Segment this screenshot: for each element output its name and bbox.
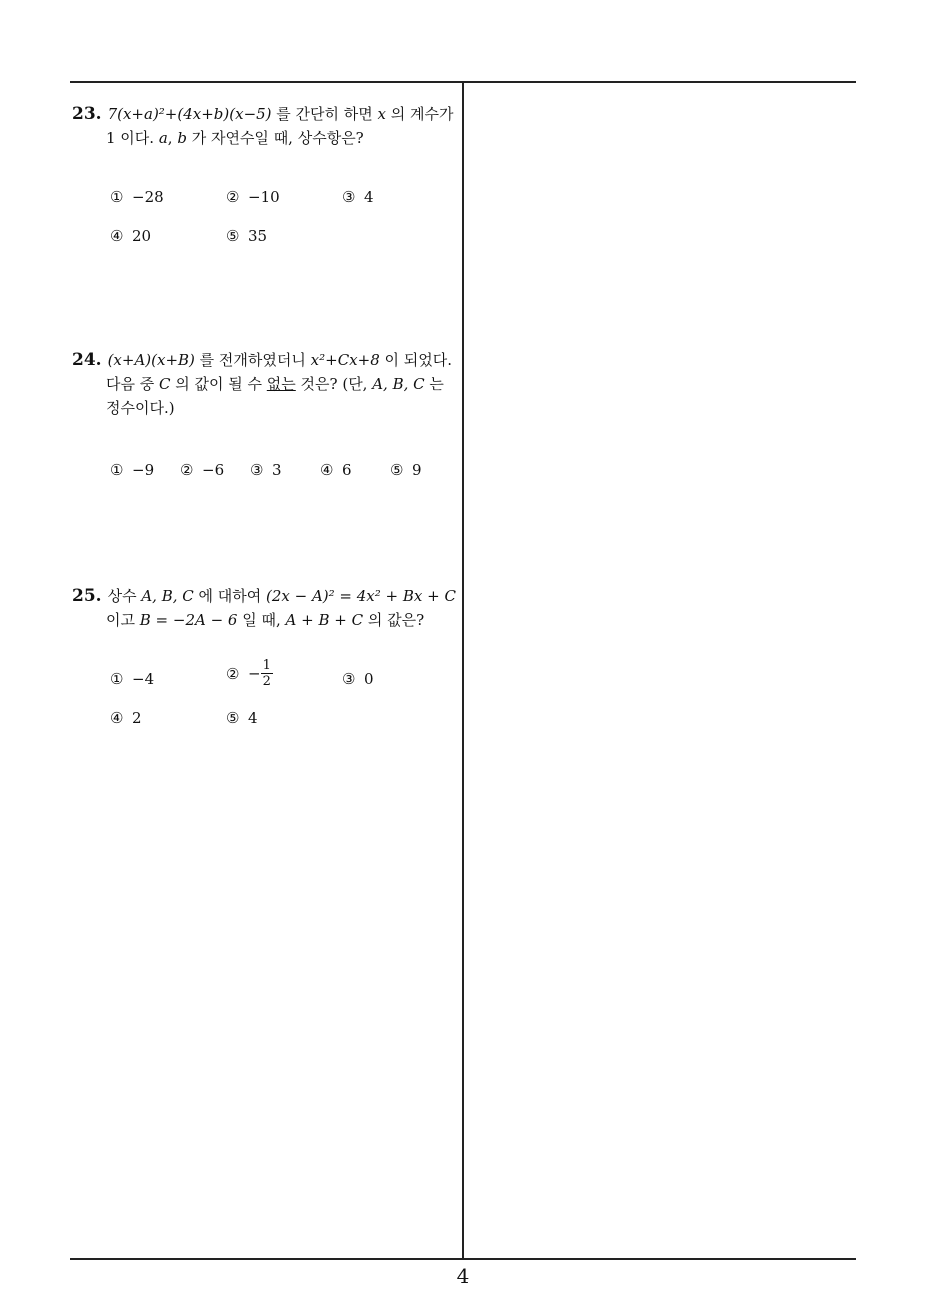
choice-4[interactable] [320,461,352,479]
problem-number: 23. [72,104,102,124]
question-text: 를 전개하였더니 [194,351,311,369]
expression: 7(x+a)²+(4x+b)(x−5) [107,105,272,123]
separator: , [167,129,178,147]
choice-value: 20 [132,227,152,245]
choice-value: 2 [132,709,142,727]
variable: a [158,129,168,147]
problem-number: 24. [72,350,102,370]
question-text: 1 이다. [106,129,159,147]
choice-value: 4 [364,188,374,206]
choice-1[interactable] [110,461,154,479]
problem-24-line-2 [72,372,458,396]
choice-2[interactable] [226,658,273,689]
choice-mark: ③ [250,461,264,479]
problem-24-line-1 [72,348,458,372]
choice-3[interactable] [342,188,374,206]
choice-value: 35 [248,227,268,245]
choice-value: 0 [364,670,374,688]
choice-value: 6 [342,461,352,479]
variable: b [177,129,187,147]
problem-23 [72,102,458,245]
choice-3[interactable] [250,461,282,479]
expression: (x+A)(x+B) [107,351,195,369]
problem-25 [72,584,458,727]
problem-24-line-3 [72,396,458,420]
question-text: 이고 [106,611,140,629]
choice-1[interactable] [110,670,154,688]
question-text: 것은? (단, [295,375,373,393]
choice-mark: ② [226,664,240,683]
choice-5[interactable] [226,709,258,727]
choice-mark: ④ [110,709,124,727]
fraction-denominator: 2 [262,674,271,689]
choice-mark: ① [110,188,124,206]
choice-value: −10 [248,188,280,206]
bottom-rule [70,1258,856,1260]
question-text: 의 값은? [363,611,425,629]
expression: (2x − A)² = 4x² + Bx + C [266,587,456,605]
question-text: 의 계수가 [386,105,454,123]
choice-mark: ③ [342,188,356,206]
problem-24 [72,348,458,479]
choice-4[interactable] [110,709,142,727]
choice-mark: ② [226,188,240,206]
page-number: 4 [456,1264,470,1288]
choice-value: −28 [132,188,164,206]
choice-3[interactable] [342,670,374,688]
problem-23-line-1 [72,102,458,126]
problem-25-line-1 [72,584,458,608]
choice-mark: ⑤ [226,709,240,727]
choice-value: 3 [272,461,282,479]
choice-value: 4 [248,709,258,727]
choice-mark: ⑤ [226,227,240,245]
choice-mark: ③ [342,670,356,688]
choice-5[interactable] [226,227,267,245]
expression: x²+Cx+8 [310,351,380,369]
variable: C [159,375,171,393]
choice-2[interactable] [226,188,280,206]
question-text: 는 [424,375,444,393]
choice-mark: ④ [110,227,124,245]
choice-2[interactable] [180,461,224,479]
problem-23-line-2 [72,126,458,150]
fraction-numerator: 1 [262,658,271,673]
choice-mark: ⑤ [390,461,404,479]
column-divider [462,82,464,1259]
expression: B = −2A − 6 [139,611,238,629]
choice-value: −4 [132,670,155,688]
choice-mark: ① [110,461,124,479]
question-text: 가 자연수일 때, 상수항은? [186,129,364,147]
question-text: 를 간단히 하면 [271,105,378,123]
problem-25-line-2 [72,608,458,632]
question-text: 일 때, [237,611,286,629]
choice-4[interactable] [110,227,151,245]
choice-value: 9 [412,461,422,479]
question-text: 상수 [107,587,142,605]
underlined-emphasis: 없는 [266,375,296,393]
choice-value: −9 [132,461,155,479]
question-text: 다음 중 [106,375,160,393]
choice-mark: ② [180,461,194,479]
question-text: 정수이다.) [106,399,175,417]
question-text: 이 되었다. [379,351,453,369]
choice-value: −6 [202,461,225,479]
choice-mark: ① [110,670,124,688]
variable: x [377,105,387,123]
question-text: 의 값이 될 수 [170,375,267,393]
fraction-sign: − [248,664,261,683]
choice-1[interactable] [110,188,164,206]
choice-mark: ④ [320,461,334,479]
question-text: 에 대하여 [193,587,266,605]
variables: A, B, C [141,587,194,605]
problem-number: 25. [72,586,102,606]
fraction [261,658,273,689]
expression: A + B + C [285,611,364,629]
variables: A, B, C [372,375,425,393]
choice-5[interactable] [390,461,422,479]
